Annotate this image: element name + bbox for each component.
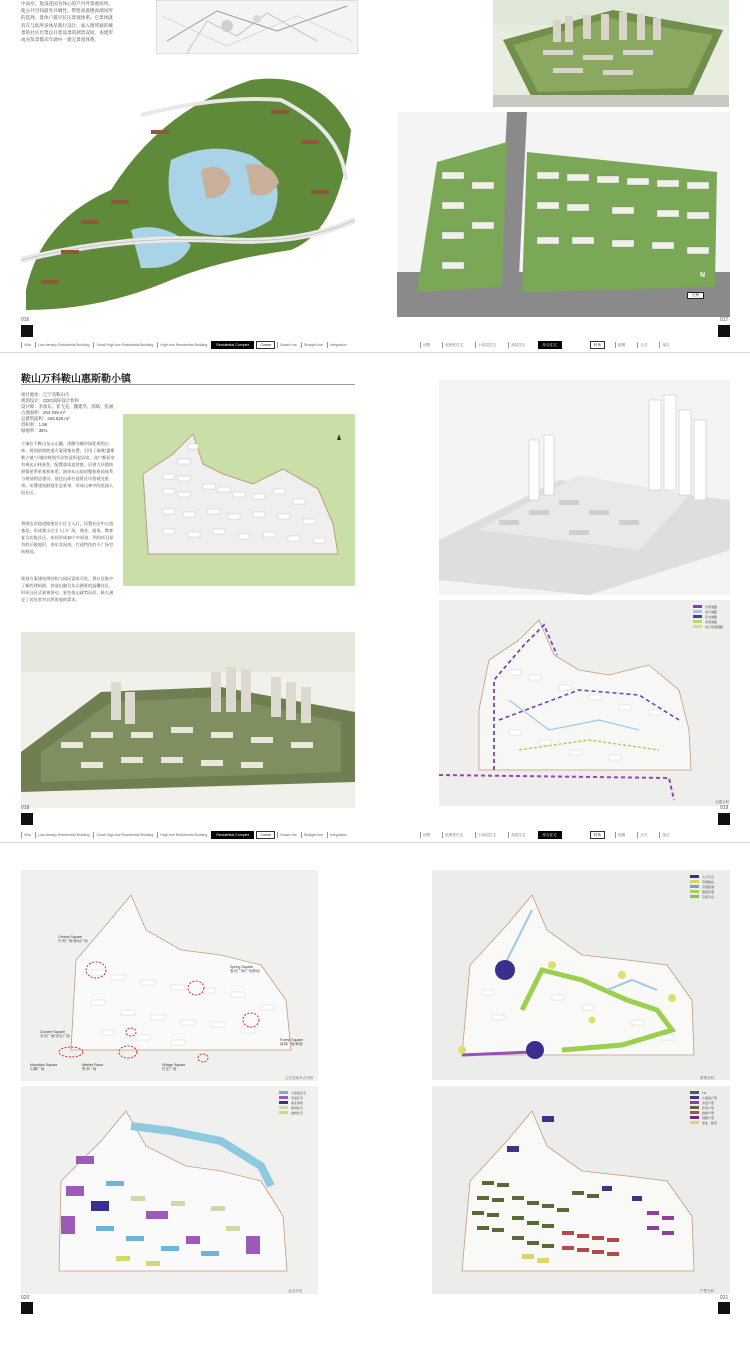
legend-swatch bbox=[279, 1096, 288, 1099]
nav-item: 别墅 bbox=[420, 342, 432, 348]
nav-item: 组合 bbox=[659, 342, 671, 348]
legend-swatch bbox=[690, 1091, 699, 1094]
caption-land-use: 业态分布 bbox=[288, 1289, 302, 1293]
nav-item: Small High-rise Residential Building bbox=[93, 342, 155, 348]
nav-item: Bussiz Ins bbox=[277, 832, 298, 838]
nav-item: Integration bbox=[327, 832, 349, 838]
nav-item: 板楼 bbox=[615, 342, 627, 348]
page-number-017: 017 bbox=[720, 317, 729, 323]
legend-swatch bbox=[279, 1091, 288, 1094]
description-para-2: 将周边市政道路建设小区主入口，设置社区中心游客处，形成集小区主入口广场、商业、服务、教育复合功能社区，布局形成10个中低宿，利用项目原有的丘陵地形，由东北向南，打造特色的小广场空间格局。 bbox=[21, 521, 114, 554]
nav-item: Small High-rise Residential Building bbox=[93, 832, 155, 838]
traffic-analysis-plan bbox=[439, 600, 730, 806]
nav-item: 转角 bbox=[590, 341, 605, 349]
legend-label: TH bbox=[702, 1090, 706, 1095]
nav-item: High-rise Residential Building bbox=[157, 832, 209, 838]
unit-type-legend bbox=[690, 1090, 717, 1125]
label-mountain-square: Mountain Square 山脚广场 bbox=[30, 1063, 58, 1072]
nav-item-active: 综合住宅 bbox=[538, 341, 562, 349]
legend-label: 别墅户型 bbox=[702, 1115, 715, 1120]
legend-swatch bbox=[690, 895, 699, 898]
legend-swatch bbox=[693, 605, 702, 608]
site-plan-render bbox=[397, 112, 730, 317]
footer-nav-right-2 bbox=[420, 831, 672, 839]
label-market-plaza: Market Plaza 集市广场 bbox=[82, 1063, 103, 1072]
nav-item: Low-density Residential Building bbox=[35, 832, 92, 838]
nav-item: Corner bbox=[256, 341, 275, 349]
legend-label: 步行景观道路 bbox=[705, 624, 724, 629]
footer-nav-left-1 bbox=[21, 341, 349, 349]
legend-swatch bbox=[690, 1116, 699, 1119]
legend-label: 步行道路 bbox=[705, 609, 718, 614]
caption-public-space: 公共空间节点分析 bbox=[285, 1076, 313, 1080]
landscape-analysis-plan bbox=[432, 870, 730, 1080]
landscape-legend bbox=[690, 874, 714, 899]
nav-item: Bussiz Ins bbox=[277, 342, 298, 348]
spread-divider bbox=[0, 842, 750, 843]
compass-icon: N bbox=[700, 272, 706, 279]
page-marker-017 bbox=[718, 325, 730, 337]
project-title: 鞍山万科鞍山惠斯勒小镇 bbox=[21, 374, 131, 385]
project-info: 项目地址：辽宁省鞍山市 规划设计：CDG国际设计机构 设计师：李加东、崔飞先、魏建华、郭斌、张涵 占地面积：254 269 m² 总建筑面积：426 826 m² 容积率：1.59 绿地率：35% bbox=[21, 392, 114, 433]
legend-swatch bbox=[690, 875, 699, 878]
nav-item: Corner bbox=[256, 831, 275, 839]
footer-nav-right-1 bbox=[420, 341, 672, 349]
caption-unit-type: 户型分析 bbox=[700, 1289, 714, 1293]
legend-label: 外部道路 bbox=[705, 604, 718, 609]
legend-label: 小高层户型 bbox=[702, 1095, 718, 1100]
nav-item: Integration bbox=[327, 342, 349, 348]
legend-label: 商业建筑 bbox=[291, 1100, 304, 1105]
nav-item: 低密度住宅 bbox=[442, 832, 465, 838]
aerial-render-2 bbox=[21, 632, 355, 808]
nav-item: 点式 bbox=[637, 342, 649, 348]
nav-item: Straight-line bbox=[301, 832, 325, 838]
legend-label: 组团景观 bbox=[702, 889, 715, 894]
legend-swatch bbox=[690, 1111, 699, 1114]
label-concert-square: Concert Square 音乐广场/音乐广场 bbox=[40, 1030, 70, 1039]
legend-swatch bbox=[690, 885, 699, 888]
legend-label: 叠拼住宅 bbox=[291, 1110, 304, 1115]
spread-divider bbox=[0, 352, 750, 353]
intro-paragraph: 中南岸，复设花园为体心的户内外景观居所，使公共空间最外开阔性。带给高低楼高端居所的选择，景体户提早长压景观体系。它景体就有在与低所多体早就行设计，面入图所通的城景的社区层景以开着设景的调景双同，查建形成为负景都式年调中一建完景园体系。 bbox=[21, 1, 113, 43]
legend-swatch bbox=[690, 890, 699, 893]
legend-swatch bbox=[693, 620, 702, 623]
legend-label: 洋房户型 bbox=[702, 1105, 715, 1110]
legend-swatch bbox=[690, 1096, 699, 1099]
description-para-3: 规划方案建筑带结构与园区富裕开发，将社区集中了新的建筑群，营造出融合东山湖景的温馨住区，形成分区式景观带动，景色依山就势而居，极大满足了居住者对自然景观的需求。 bbox=[21, 576, 114, 602]
page-number-016: 016 bbox=[21, 317, 30, 323]
legend-swatch bbox=[279, 1111, 288, 1114]
master-plan-illustration bbox=[21, 70, 355, 316]
nav-item: Straight-line bbox=[301, 342, 325, 348]
legend-label: 商业、配套 bbox=[702, 1120, 718, 1125]
master-plan-green bbox=[123, 414, 355, 586]
label-forest-square: Forest Square 森林广场/林地 bbox=[280, 1038, 303, 1047]
title-rule bbox=[21, 384, 355, 385]
legend-swatch bbox=[279, 1106, 288, 1109]
legend-label: 小高层住宅 bbox=[291, 1090, 307, 1095]
nav-item: 板楼 bbox=[615, 832, 627, 838]
footer-nav-left-2 bbox=[21, 831, 349, 839]
page-number-018: 018 bbox=[21, 805, 30, 811]
label-central-square: Central Square 中央广场/休闲广场 bbox=[58, 935, 88, 944]
legend-label: 多层住宅 bbox=[291, 1095, 304, 1100]
nav-item: 低密度住宅 bbox=[442, 342, 465, 348]
nav-item: Villa bbox=[21, 832, 33, 838]
page-marker-018 bbox=[21, 813, 33, 825]
unit-type-plan bbox=[432, 1086, 730, 1294]
caption-traffic: 交通分析 bbox=[715, 800, 729, 804]
legend-label: 景观道路 bbox=[705, 619, 718, 624]
traffic-legend bbox=[693, 604, 723, 629]
legend-swatch bbox=[690, 880, 699, 883]
legend-label: 景观节点 bbox=[702, 894, 715, 899]
nav-item: High-rise Residential Building bbox=[157, 342, 209, 348]
nav-item: 高层住宅 bbox=[508, 832, 527, 838]
nav-item: 转角 bbox=[590, 831, 605, 839]
land-use-plan bbox=[21, 1086, 318, 1294]
public-space-plan bbox=[21, 870, 318, 1081]
legend-label: 入口节点 bbox=[702, 874, 715, 879]
legend-label: 联排住宅 bbox=[291, 1105, 304, 1110]
page-marker-020 bbox=[21, 1302, 33, 1314]
nav-item: Villa bbox=[21, 342, 33, 348]
site-sketch-map bbox=[156, 0, 358, 54]
legend-swatch bbox=[693, 625, 702, 628]
nav-item: Low-density Residential Building bbox=[35, 342, 92, 348]
page-number-020: 020 bbox=[21, 1295, 30, 1301]
legend-swatch bbox=[690, 1106, 699, 1109]
label-spring-square: Spring Square 春光广场/广场休闲 bbox=[230, 965, 260, 974]
nav-item-active: Residential Complex bbox=[211, 341, 254, 349]
page-marker-016 bbox=[21, 325, 33, 337]
legend-label: 多层户型 bbox=[702, 1100, 715, 1105]
legend-label: 景观轴线 bbox=[702, 879, 715, 884]
land-use-legend bbox=[279, 1090, 306, 1115]
page-number-021: 021 bbox=[720, 1295, 729, 1301]
nav-item: 点式 bbox=[637, 832, 649, 838]
legend-label: 叠拼户型 bbox=[702, 1110, 715, 1115]
legend-swatch bbox=[279, 1101, 288, 1104]
nav-item: 小高层住宅 bbox=[475, 832, 498, 838]
nav-item: 组合 bbox=[659, 832, 671, 838]
label-village-square: Village Square 村庄广场 bbox=[162, 1063, 186, 1072]
legend-swatch bbox=[693, 615, 702, 618]
legend-swatch bbox=[690, 1121, 699, 1124]
north-arrow-icon bbox=[337, 434, 341, 440]
aerial-render-1 bbox=[493, 0, 729, 107]
page-marker-019 bbox=[718, 813, 730, 825]
nav-item-active: 综合住宅 bbox=[538, 831, 562, 839]
caption-landscape: 景观分析 bbox=[700, 1076, 714, 1080]
page-marker-021 bbox=[718, 1302, 730, 1314]
nav-item: 别墅 bbox=[420, 832, 432, 838]
legend-label: 区内道路 bbox=[705, 614, 718, 619]
legend-swatch bbox=[690, 1101, 699, 1104]
page-number-019: 019 bbox=[720, 805, 729, 811]
nav-item-active: Residential Complex bbox=[211, 831, 254, 839]
legend-label: 景观廊道 bbox=[702, 884, 715, 889]
massing-model bbox=[439, 380, 730, 595]
nav-item: 高层住宅 bbox=[508, 342, 527, 348]
nav-item: 小高层住宅 bbox=[475, 342, 498, 348]
legend-swatch bbox=[693, 610, 702, 613]
scale-bar: 比例 bbox=[687, 292, 704, 299]
description-para-1: 小镇位于鞍山东山山麓，南侧为城市绿化带的山林。规划依照坡道方案建集布置，引用了瑞典“惠斯勒小镇”小镇的规划手法营造形起居宿，各户都看享有观光山林景色，配置重质直营庭。层建大环境按照情景系景观景体系，演绎东山宿的整体格局体系与规划的总建设。依托山体打造景区风景观光景带。布置建筑群落生态景带，形成山林中的花园人居社区。 bbox=[21, 441, 115, 495]
